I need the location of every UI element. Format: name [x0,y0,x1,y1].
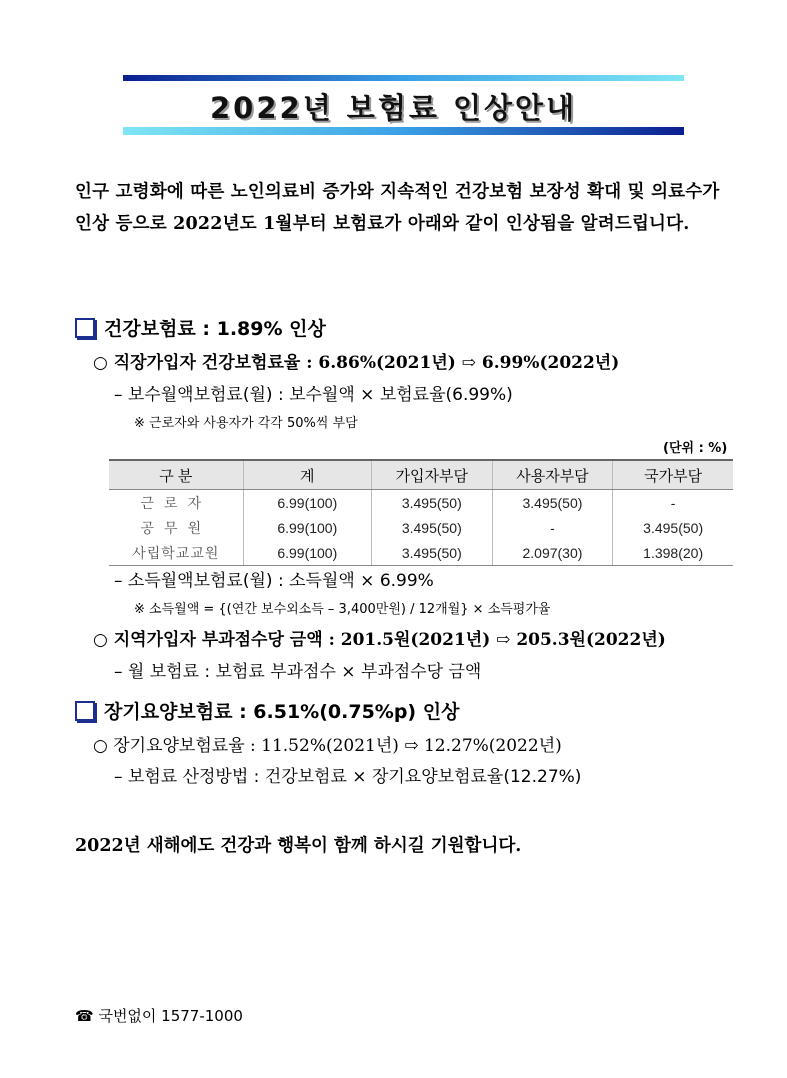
ltc-method-line: – 보험료 산정방법 : 건강보험료 × 장기요양보험료율(12.27%) [114,767,582,787]
regional-formula-line: – 월 보험료 : 보험료 부과점수 × 부과점수당 금액 [114,662,482,682]
table-cell: 사립학교교원 [109,540,243,566]
regional-rate-line: ○ 지역가입자 부과점수당 금액 : 201.5원(2021년) ⇨ 205.3원(2022년) [93,630,666,650]
table-cell: 3.495(50) [371,540,492,566]
table-cell: 3.495(50) [613,515,733,540]
header-total: 계 [243,460,371,490]
employee-formula-line: – 보수월액보험료(월) : 보수월액 × 보험료율(6.99%) [114,385,513,405]
ltc-section-heading: 장기요양보험료 : 6.51%(0.75%p) 인상 [104,701,460,723]
table-cell: - [492,515,613,540]
table-cell: 3.495(50) [492,490,613,516]
closing-greeting: 2022년 새해에도 건강과 행복이 함께 하시길 기원합니다. [75,836,522,856]
table-cell: 2.097(30) [492,540,613,566]
income-note: ※ 소득월액 = {(연간 보수외소득 – 3,400만원) / 12개월} × 소득평가율 [134,602,551,617]
header-state: 국가부담 [613,460,733,490]
title-bottom-bar [123,127,684,135]
table-row [109,515,733,540]
health-section-heading: 건강보험료 : 1.89% 인상 [104,318,326,340]
employee-rate-line: ○ 직장가입자 건강보험료율 : 6.86%(2021년) ⇨ 6.99%(2022년) [93,353,620,373]
header-category: 구 분 [109,460,243,490]
table-header-row [109,460,733,490]
table-cell: 근로자 [140,494,212,511]
page-title: 2022년 보험료 인상안내 [209,91,578,125]
table-cell: 3.495(50) [371,490,492,516]
table-cell: 6.99(100) [243,490,371,516]
ltc-rate-line: ○ 장기요양보험료율 : 11.52%(2021년) ⇨ 12.27%(2022년) [93,736,562,756]
table-row [109,490,733,516]
intro-paragraph: 인구 고령화에 따른 노인의료비 증가와 지속적인 건강보험 보장성 확대 및 의료수가 인상 등으로 2022년도 1월부터 보험료가 아래와 같이 인상됨을 알려드립니다. [75,182,720,234]
title-top-bar [123,75,684,81]
rate-table [109,459,733,566]
section-checkbox-icon [75,318,95,338]
unit-label: (단위 : %) [663,441,728,456]
table-cell: 공무원 [140,519,212,536]
burden-note: ※ 근로자와 사용자가 각각 50%씩 부담 [134,416,358,431]
table-cell: 1.398(20) [613,540,733,566]
header-member: 가입자부담 [371,460,492,490]
table-cell: 3.495(50) [371,515,492,540]
income-formula-line: – 소득월액보험료(월) : 소득월액 × 6.99% [114,571,434,591]
section-checkbox-icon [75,701,95,721]
table-cell: - [613,490,733,516]
table-cell: 6.99(100) [243,540,371,566]
table-row [109,540,733,566]
table-cell: 6.99(100) [243,515,371,540]
contact-phone: ☎ 국번없이 1577-1000 [75,1007,243,1025]
header-employer: 사용자부담 [492,460,613,490]
